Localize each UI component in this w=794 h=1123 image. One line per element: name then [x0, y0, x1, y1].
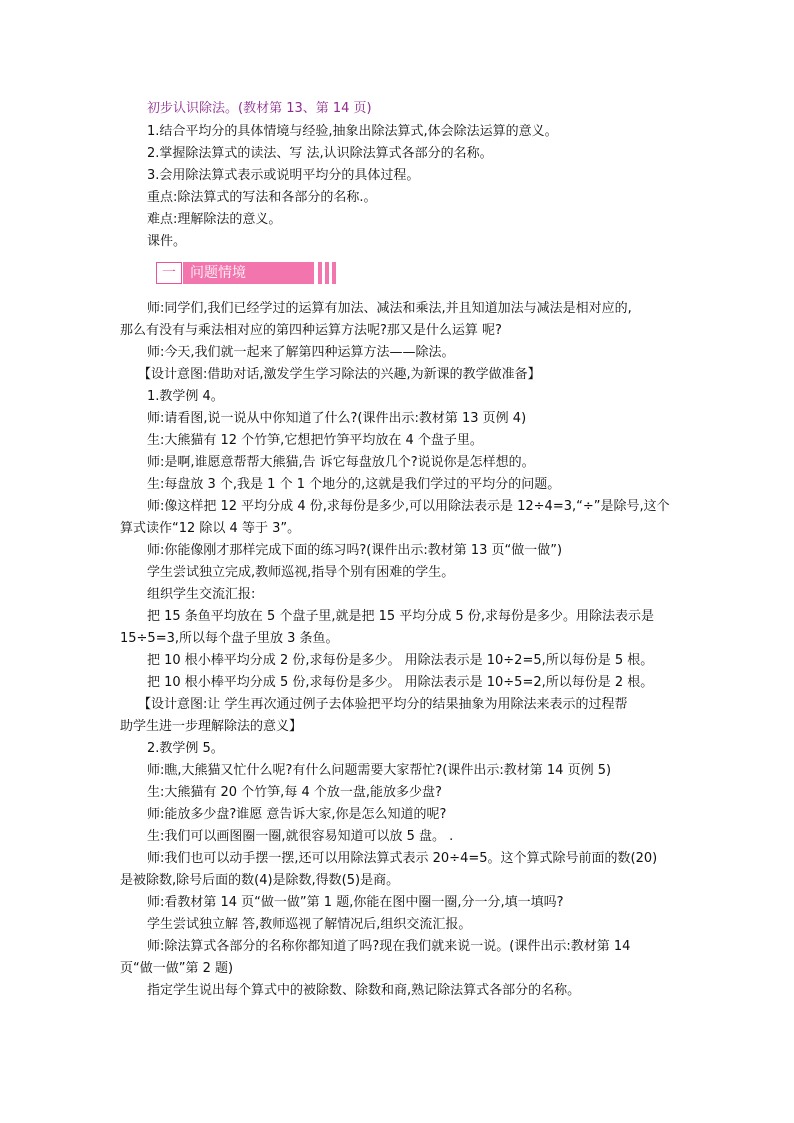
- banner-stripe: [318, 262, 322, 284]
- banner-stripe: [332, 262, 336, 284]
- body-line: 把 15 条鱼平均放在 5 个盘子里,就是把 15 平均分成 5 份,求每份是多少。用除法表示是: [147, 609, 654, 624]
- body-line: 1.教学例 4。: [147, 389, 224, 404]
- body-line: 师:瞧,大熊猫又忙什么呢?有什么问题需要大家帮忙?(课件出示:教材第 14 页例 5): [147, 763, 612, 778]
- difficulty-line: 难点:理解除法的意义。: [147, 212, 282, 227]
- section-number: 一: [156, 262, 182, 284]
- objective-line: 1.结合平均分的具体情境与经验,抽象出除法算式,体会除法运算的意义。: [147, 124, 558, 139]
- body-line: 组织学生交流汇报:: [147, 587, 256, 602]
- body-line: 师:能放多少盘?谁愿 意告诉大家,你是怎么知道的呢?: [147, 807, 447, 822]
- body-line: 那么有没有与乘法相对应的第四种运算方法呢?那又是什么运算 呢?: [120, 323, 502, 338]
- body-line: 生:大熊猫有 20 个竹笋,每 4 个放一盘,能放多少盘?: [147, 785, 442, 800]
- section-label: 问题情境: [183, 262, 314, 284]
- body-line: 15÷5=3,所以每个盘子里放 3 条鱼。: [120, 631, 339, 646]
- body-line: 生:我们可以画图圈一圈,就很容易知道可以放 5 盘。 .: [147, 829, 454, 844]
- body-line: 生:每盘放 3 个,我是 1 个 1 个地分的,这就是我们学过的平均分的问题。: [147, 477, 561, 492]
- body-line: 生:大熊猫有 12 个竹笋,它想把竹笋平均放在 4 个盘子里。: [147, 433, 483, 448]
- body-line: 学生尝试独立解 答,教师巡视了解情况后,组织交流汇报。: [147, 917, 472, 932]
- body-line: 算式读作“12 除以 4 等于 3”。: [120, 521, 301, 536]
- lesson-title: 初步认识除法。(教材第 13、第 14 页): [147, 101, 372, 116]
- body-line: 师:请看图,说一说从中你知道了什么?(课件出示:教材第 13 页例 4): [147, 411, 527, 426]
- body-line: 师:我们也可以动手摆一摆,还可以用除法算式表示 20÷4=5。这个算式除号前面的数(20): [147, 851, 658, 866]
- body-line: 师:像这样把 12 平均分成 4 份,求每份是多少,可以用除法表示是 12÷4=3,“÷”是除号,这个: [147, 499, 670, 514]
- body-line: 师:你能像刚才那样完成下面的练习吗?(课件出示:教材第 13 页“做一做”): [147, 543, 563, 558]
- materials-line: 课件。: [147, 234, 187, 249]
- body-line: 师:今天,我们就一起来了解第四种运算方法——除法。: [147, 345, 455, 360]
- section-banner: [156, 262, 340, 284]
- body-line: 师:除法算式各部分的名称你都知道了吗?现在我们就来说一说。(课件出示:教材第 14: [147, 939, 631, 954]
- body-line: 是被除数,除号后面的数(4)是除数,得数(5)是商。: [120, 873, 400, 888]
- design-intent-line: 助学生进一步理解除法的意义】: [120, 719, 303, 734]
- body-line: 把 10 根小棒平均分成 5 份,求每份是多少。 用除法表示是 10÷5=2,所以每份是 2 根。: [147, 675, 654, 690]
- objective-line: 3.会用除法算式表示或说明平均分的具体过程。: [147, 168, 420, 183]
- body-line: 把 10 根小棒平均分成 2 份,求每份是多少。 用除法表示是 10÷2=5,所以每份是 5 根。: [147, 653, 654, 668]
- body-line: 指定学生说出每个算式中的被除数、除数和商,熟记除法算式各部分的名称。: [147, 983, 581, 998]
- objective-line: 2.掌握除法算式的读法、写 法,认识除法算式各部分的名称。: [147, 146, 493, 161]
- body-line: 师:看教材第 14 页“做一做”第 1 题,你能在图中圈一圈,分一分,填一填吗?: [147, 895, 564, 910]
- body-line: 师:是啊,谁愿意帮帮大熊猫,告 诉它每盘放几个?说说你是怎样想的。: [147, 455, 535, 470]
- design-intent-line: 【设计意图:借助对话,激发学生学习除法的兴趣,为新课的教学做准备】: [138, 367, 541, 382]
- design-intent-line: 【设计意图:让 学生再次通过例子去体验把平均分的结果抽象为用除法来表示的过程帮: [138, 697, 628, 712]
- body-line: 2.教学例 5。: [147, 741, 224, 756]
- key-point-line: 重点:除法算式的写法和各部分的名称.。: [147, 190, 377, 205]
- body-line: 师:同学们,我们已经学过的运算有加法、减法和乘法,并且知道加法与减法是相对应的,: [147, 301, 632, 316]
- body-line: 页“做一做”第 2 题): [120, 961, 234, 976]
- banner-stripe: [325, 262, 329, 284]
- body-line: 学生尝试独立完成,教师巡视,指导个别有困难的学生。: [147, 565, 455, 580]
